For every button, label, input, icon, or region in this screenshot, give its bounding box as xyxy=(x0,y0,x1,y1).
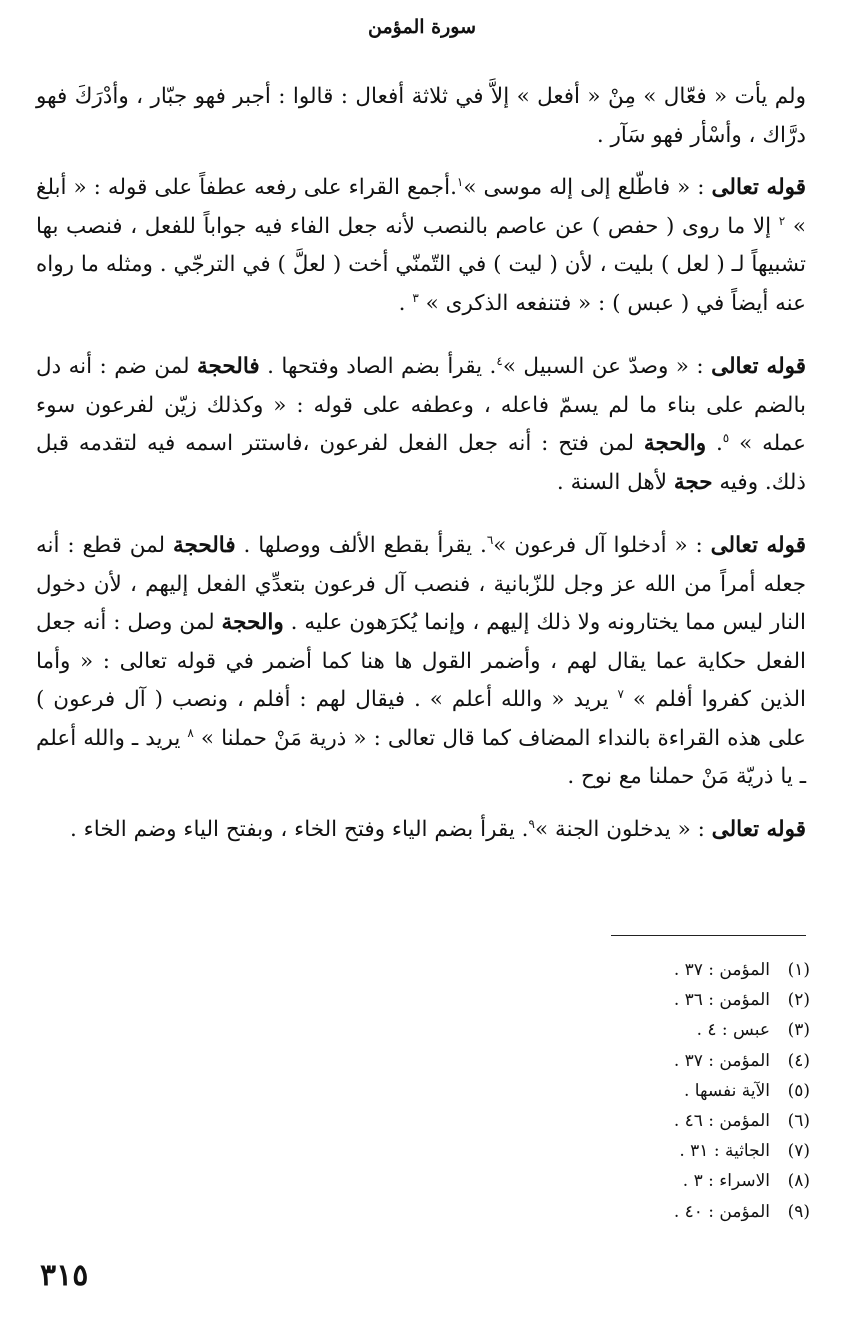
footnote-text: الآية نفسها . xyxy=(684,1080,770,1101)
footnote-item xyxy=(410,1106,810,1136)
footnote-divider xyxy=(611,935,806,936)
paragraph-2 xyxy=(36,169,806,323)
footnote-text: الجاثية : ٣١ . xyxy=(679,1141,770,1162)
footnote-item xyxy=(410,985,810,1015)
paragraph-text: : « يدخلون الجنة » xyxy=(534,816,712,842)
paragraph-text: يريد ـ والله أعلم ـ يا ذريّة مَنْ حملنا مع نوح . xyxy=(36,725,806,789)
footnote-ref: ٥ xyxy=(722,430,730,445)
main-text xyxy=(36,78,806,849)
footnote-ref: ٨ xyxy=(187,725,194,740)
paragraph-1 xyxy=(36,78,806,155)
footnote-item xyxy=(410,1197,810,1227)
footnote-text: عبس : ٤ . xyxy=(696,1020,770,1041)
paragraph-text: لمن قطع : أنه جعله أمراً من الله عز وجل للزّبانية ، فنصب آل فرعون بتعدِّي الفعل إليهم ، لأن دخول النار ليس مما يختارونه ولا ذلك إليهم ، وإنما يُكرَهون عليه . xyxy=(36,533,806,635)
paragraph-text: : « أدخلوا آل فرعون » xyxy=(493,533,711,558)
footnote-text: المؤمن : ٤٦ . xyxy=(673,1111,770,1132)
verse-intro: قوله تعالى xyxy=(710,533,806,558)
paragraph-text: . xyxy=(398,290,413,316)
footnote-ref: ١ xyxy=(456,174,464,189)
paragraph-text: .أجمع القراء على رفعه عطفاً على قوله : « أبلغ » xyxy=(36,175,806,239)
keyword: فالحجة xyxy=(197,354,260,379)
footnote-number: (٥) xyxy=(787,1080,810,1101)
footnote-number: (٦) xyxy=(787,1111,810,1132)
footnote-item xyxy=(410,1076,810,1106)
paragraph-text: . يقرأ بضم الصاد وفتحها . xyxy=(259,354,497,379)
footnote-text: المؤمن : ٣٧ . xyxy=(673,1050,770,1071)
keyword: والحجة xyxy=(221,610,284,635)
paragraph-text: لمن ضم : أنه دل بالضم على بناء ما لم يسمّ فاعله ، وعطفه على قوله : « وكذلك زيّن لفرعون سوء عمله » xyxy=(36,354,806,456)
paragraph-text: إلا ما روى ( حفص ) عن عاصم بالنصب لأنه جعل الفاء فيه جواباً للفعل ، فنصب بها تشبيهاً لـ ( لعل ) بليت ، لأن ( ليت ) في التّمنّي أخت ( لعلَّ ) في الترجّي . ومثله ما رواه عنه أيضاً في ( عبس ) : « فتنفعه الذكرى » xyxy=(36,213,806,316)
verse-intro: قوله تعالى xyxy=(711,816,806,842)
footnote-item xyxy=(410,955,810,985)
paragraph-3 xyxy=(36,348,806,502)
verse-intro: قوله تعالى xyxy=(711,354,807,379)
keyword: حجة xyxy=(673,469,713,495)
keyword: فالحجة xyxy=(172,533,236,558)
paragraph-text: لمن وصل : أنه جعل الفعل حكاية عما يقال لهم ، وأضمر القول ها هنا كما أضمر في قوله تعالى : « وأما الذين كفروا أفلم » xyxy=(36,610,806,712)
footnote-number: (٨) xyxy=(787,1171,810,1192)
footnote-ref: ٣ xyxy=(412,290,419,305)
paragraph-text: لمن فتح : أنه جعل الفعل لفرعون ،فاستتر اسمه فيه لتقدمه قبل ذلك. وفيه xyxy=(36,431,806,495)
verse-intro: قوله تعالى xyxy=(711,175,807,200)
paragraph-text: . يقرأ بضم الياء وفتح الخاء ، وبفتح الياء وضم الخاء . xyxy=(70,816,529,842)
footnote-ref: ٦ xyxy=(486,532,494,547)
footnote-item xyxy=(410,1046,810,1076)
footnote-item xyxy=(410,1166,810,1196)
footnotes-list xyxy=(410,955,810,1227)
paragraph-text: : « وصدّ عن السبيل » xyxy=(502,354,712,379)
footnote-number: (٣) xyxy=(787,1020,810,1041)
paragraph-text: . xyxy=(706,431,723,456)
footnote-text: المؤمن : ٣٧ . xyxy=(673,960,770,980)
paragraph-text: يريد « والله أعلم » . فيقال لهم : أفلم ، ونصب ( آل فرعون ) على هذه القراءة بالنداء المضاف كما قال تعالى : « ذرية مَنْ حملنا » xyxy=(36,687,806,751)
footnote-text: المؤمن : ٣٦ . xyxy=(673,990,770,1011)
footnote-ref: ٧ xyxy=(617,686,624,701)
paragraph-5 xyxy=(36,811,806,850)
keyword: والحجة xyxy=(643,431,707,456)
footnote-number: (١) xyxy=(787,960,810,980)
paragraph-text: : « فاطّلع إلى إله موسى » xyxy=(463,175,712,200)
page-number: ٣١٥ xyxy=(40,1258,89,1293)
footnote-ref: ٤ xyxy=(496,353,503,368)
footnote-number: (٢) xyxy=(787,990,810,1011)
paragraph-text: ولم يأت « فعّال » مِنْ « أفعل » إلاَّ في ثلاثة أفعال : قالوا : أجبر فهو جبّار ، وأدْرَكَ فهو درَّاك ، وأسْأر فهو سَآر . xyxy=(36,84,806,148)
paragraph-text: لأهل السنة . xyxy=(556,469,674,495)
footnote-item xyxy=(410,1015,810,1045)
footnote-number: (٩) xyxy=(787,1201,810,1222)
paragraph-4 xyxy=(36,527,806,797)
footnote-text: الاسراء : ٣ . xyxy=(682,1171,770,1192)
running-header: سورة المؤمن xyxy=(368,16,476,38)
footnote-ref: ٢ xyxy=(778,213,786,228)
footnote-number: (٤) xyxy=(787,1050,810,1071)
footnote-item xyxy=(410,1136,810,1166)
footnote-text: المؤمن : ٤٠ . xyxy=(673,1201,770,1222)
paragraph-text: . يقرأ بقطع الألف ووصلها . xyxy=(235,533,487,558)
footnote-number: (٧) xyxy=(787,1141,810,1162)
footnote-ref: ٩ xyxy=(528,816,535,831)
